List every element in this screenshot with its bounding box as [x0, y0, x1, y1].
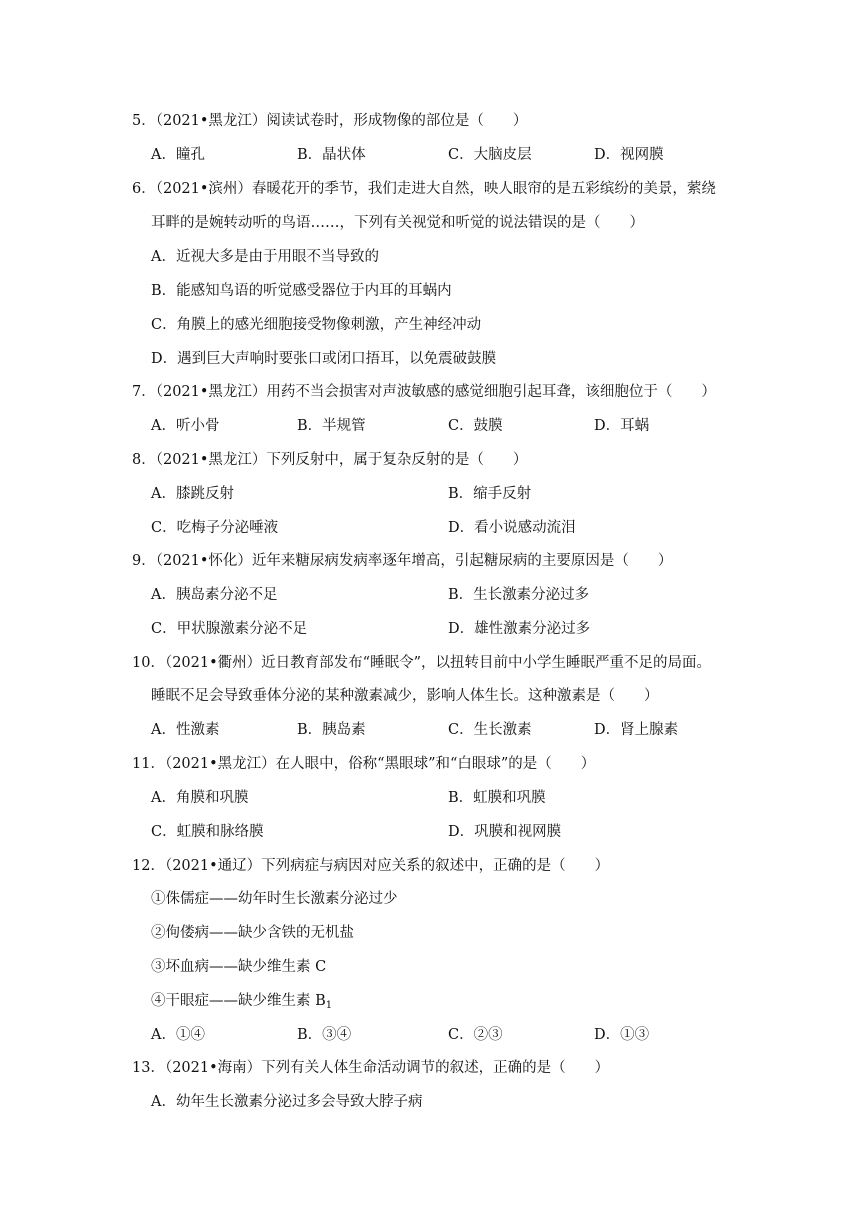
- question-6-stem-line-1: 6．（2021•滨州）春暖花开的季节，我们走进大自然，映人眼帘的是五彩缤纷的美景，萦绕: [132, 181, 716, 197]
- question-10-stem-line-2: 睡眠不足会导致垂体分泌的某种激素减少，影响人体生长。这种激素是（ ）: [151, 688, 659, 704]
- question-9-option-c: C．甲状腺激素分泌不足: [151, 621, 308, 637]
- question-8-option-d: D．看小说感动流泪: [448, 520, 576, 536]
- question-8-stem: 8．（2021•黑龙江）下列反射中，属于复杂反射的是（ ）: [132, 452, 528, 468]
- question-11-stem: 11．（2021•黑龙江）在人眼中，俗称“黑眼球”和“白眼球”的是（ ）: [132, 756, 596, 772]
- question-12-option-a: A．①④: [151, 1027, 205, 1043]
- question-8-option-b: B．缩手反射: [448, 486, 532, 502]
- question-6-option-d: D．遇到巨大声响时要张口或闭口捂耳，以免震破鼓膜: [151, 351, 497, 367]
- question-8-option-a: A．膝跳反射: [151, 486, 234, 502]
- question-9-option-a: A．胰岛素分泌不足: [151, 587, 278, 603]
- question-12-item-4-subscript: 1: [325, 1000, 333, 1011]
- question-5-option-a: A．瞳孔: [151, 147, 205, 163]
- question-5-option-d: D．视网膜: [594, 147, 664, 163]
- question-12-item-1: ①侏儒症——幼年时生长激素分泌过少: [151, 891, 398, 907]
- question-11-option-b: B．虹膜和巩膜: [448, 790, 546, 806]
- question-12-item-4-text: ④干眼症——缺少维生素 B: [151, 993, 326, 1009]
- question-7-option-c: C．鼓膜: [448, 418, 503, 434]
- question-12-option-c: C．②③: [448, 1027, 503, 1043]
- question-12-option-d: D．①③: [594, 1027, 650, 1043]
- question-10-option-d: D．肾上腺素: [594, 722, 679, 738]
- question-9-stem: 9．（2021•怀化）近年来糖尿病发病率逐年增高，引起糖尿病的主要原因是（ ）: [132, 553, 673, 569]
- question-11-option-c: C．虹膜和脉络膜: [151, 824, 264, 840]
- question-12-item-4: [151, 991, 332, 1016]
- question-7-option-d: D．耳蜗: [594, 418, 650, 434]
- question-8-option-c: C．吃梅子分泌唾液: [151, 520, 279, 536]
- question-10-stem-line-1: 10．（2021•衢州）近日教育部发布“睡眠令”，以扭转目前中小学生睡眠严重不足的局面。: [132, 655, 711, 671]
- question-10-option-a: A．性激素: [151, 722, 220, 738]
- question-5-option-c: C．大脑皮层: [448, 147, 532, 163]
- question-9-option-b: B．生长激素分泌过多: [448, 587, 590, 603]
- question-11-option-d: D．巩膜和视网膜: [448, 824, 562, 840]
- question-10-option-b: B．胰岛素: [297, 722, 366, 738]
- question-6-option-c: C．角膜上的感光细胞接受物像刺激，产生神经冲动: [151, 317, 482, 333]
- question-5-option-b: B．晶状体: [297, 147, 366, 163]
- question-11-option-a: A．角膜和巩膜: [151, 790, 249, 806]
- question-7-option-a: A．听小骨: [151, 418, 220, 434]
- question-13-stem: 13．（2021•海南）下列有关人体生命活动调节的叙述，正确的是（ ）: [132, 1060, 610, 1076]
- question-6-option-b: B．能感知鸟语的听觉感受器位于内耳的耳蜗内: [151, 283, 452, 299]
- question-6-stem-line-2: 耳畔的是婉转动听的鸟语……，下列有关视觉和听觉的说法错误的是（ ）: [151, 215, 644, 231]
- question-12-stem: 12．（2021•通辽）下列病症与病因对应关系的叙述中，正确的是（ ）: [132, 858, 610, 874]
- question-7-option-b: B．半规管: [297, 418, 366, 434]
- question-13-option-a: A．幼年生长激素分泌过多会导致大脖子病: [151, 1094, 423, 1110]
- question-7-stem: 7．（2021•黑龙江）用药不当会损害对声波敏感的感觉细胞引起耳聋，该细胞位于（ ）: [132, 384, 716, 400]
- question-10-option-c: C．生长激素: [448, 722, 532, 738]
- question-12-item-2: ②佝偻病——缺少含铁的无机盐: [151, 925, 354, 941]
- question-12-item-3: ③坏血病——缺少维生素 C: [151, 959, 327, 975]
- question-5-stem: 5．（2021•黑龙江）阅读试卷时，形成物像的部位是（ ）: [132, 113, 528, 129]
- question-12-option-b: B．③④: [297, 1027, 352, 1043]
- question-9-option-d: D．雄性激素分泌过多: [448, 621, 591, 637]
- question-6-option-a: A．近视大多是由于用眼不当导致的: [151, 249, 379, 265]
